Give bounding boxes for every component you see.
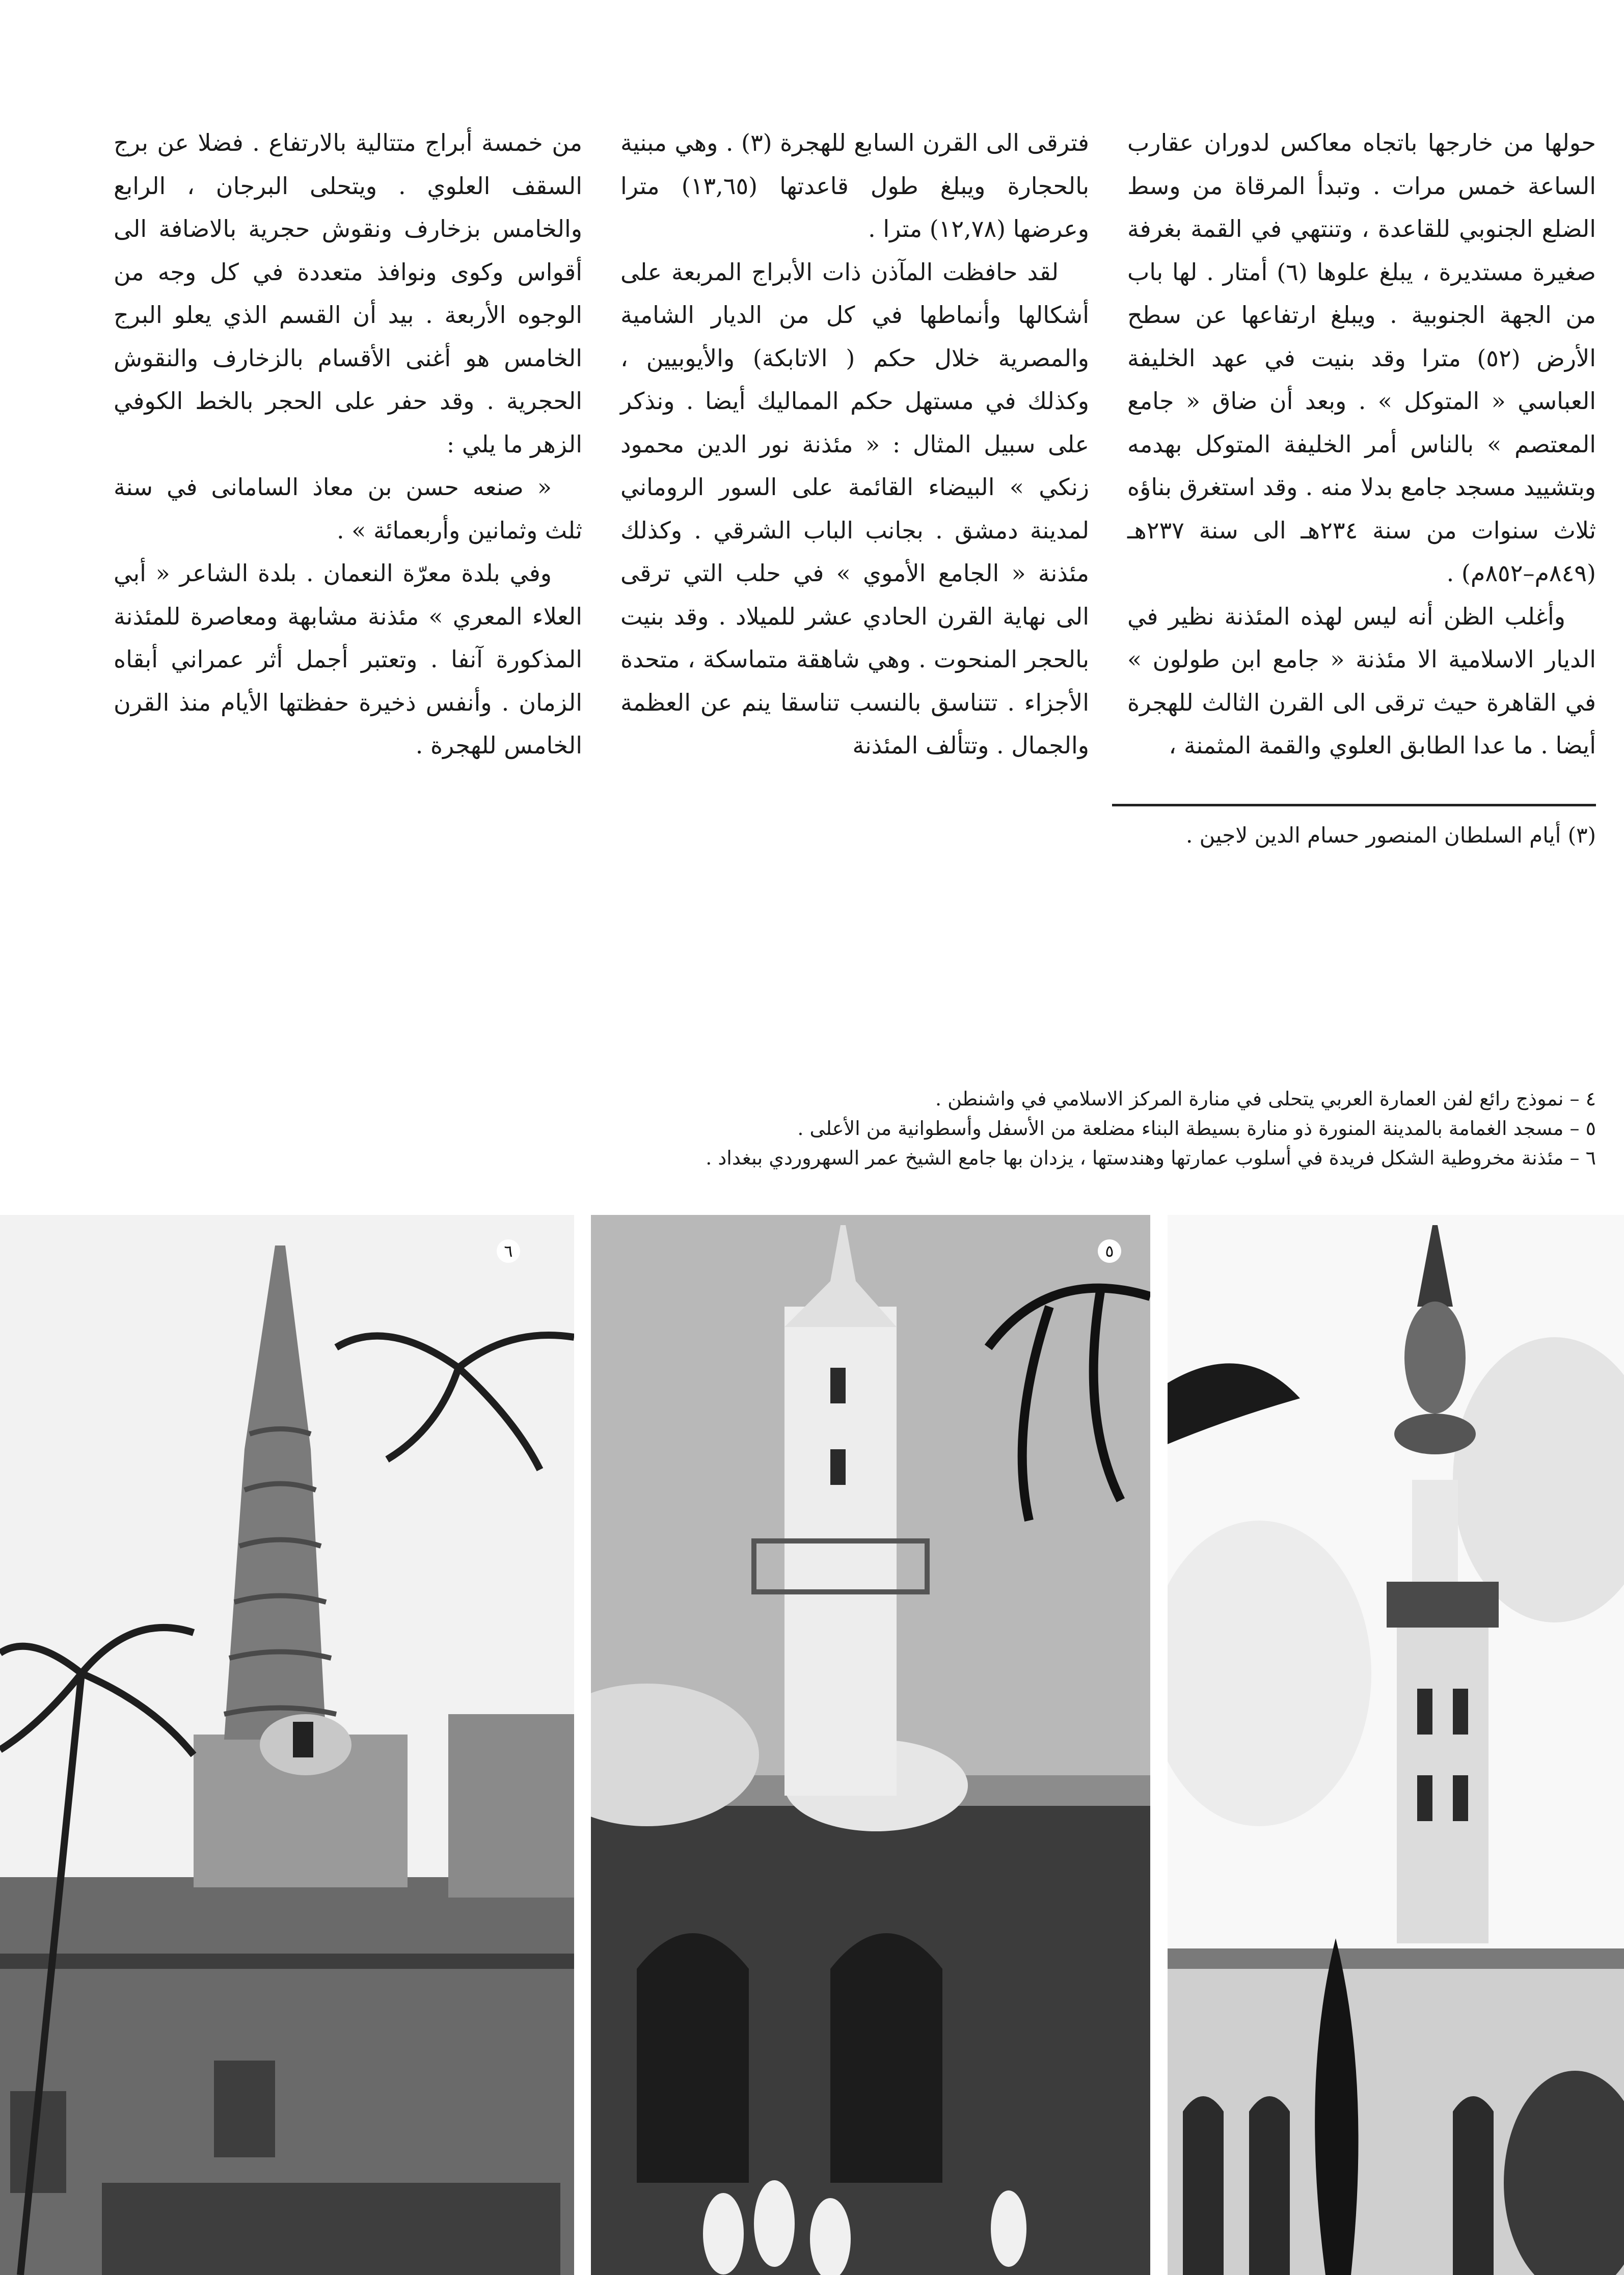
text-column-right (1127, 121, 1596, 767)
caption-5: ٥ – مسجد الغمامة بالمدينة المنورة ذو منارة بسيطة البناء مضلعة من الأسفل وأسطوانية من الأعلى . (797, 1117, 1596, 1140)
ghamama-mosque-illustration (591, 1215, 1150, 2275)
photo-number-6: ٦ (497, 1239, 520, 1263)
paragraph: لقد حافظت المآذن ذات الأبراج المربعة على أشكالها وأنماطها في كل من الديار الشامية والمصرية خلال حكم ( الاتابكة) والأيوبيين ، وكذلك في مستهل حكم المماليك أيضا . ونذكر على سبيل المثال : « مئذنة نور الدين محمود زنكي » البيضاء القائمة على السور الروماني لمدينة دمشق . بجانب الباب الشرقي . وكذلك مئذنة « الجامع الأموي » في حلب التي ترقى الى نهاية القرن الحادي عشر للميلاد . وقد بنيت بالحجر المنحوت . وهي شاهقة متماسكة ، متحدة الأجزاء . تتناسق بالنسب تناسقا ينم عن العظمة والجمال . وتتألف المئذنة (620, 258, 1089, 759)
text-column-left (114, 121, 582, 767)
figure-captions (475, 1084, 1596, 1173)
paragraph: وفي بلدة معرّة النعمان . بلدة الشاعر « أبي العلاء المعري » مئذنة مشابهة ومعاصرة للمئذنة المذكورة آنفا . وتعتبر أجمل أثر عمراني أبقاه الزمان . وأنفس ذخيرة حفظتها الأيام منذ القرن الخامس للهجرة . (114, 559, 582, 759)
paragraph: من خمسة أبراج متتالية بالارتفاع . فضلا عن برج السقف العلوي . ويتحلى البرجان ، الرابع والخامس بزخارف ونقوش حجرية بالاضافة الى أقواس وكوى ونوافذ متعددة في كل وجه من الوجوه الأربعة . بيد أن القسم الذي يعلو البرج الخامس هو أغنى الأقسام بالزخارف والنقوش الحجرية . وقد حفر على الحجر بالخط الكوفي الزهر ما يلي : (114, 129, 582, 458)
photo-spiral-minaret (0, 1215, 574, 2275)
spiral-minaret-illustration (0, 1215, 574, 2275)
paragraph: حولها من خارجها باتجاه معاكس لدوران عقارب الساعة خمس مرات . وتبدأ المرقاة من وسط الضلع الجنوبي للقاعدة ، وتنتهي في القمة بغرفة صغيرة مستديرة ، يبلغ علوها (٦) أمتار . لها باب من الجهة الجنوبية . ويبلغ ارتفاعها عن سطح الأرض (٥٢) مترا وقد بنيت في عهد الخليفة العباسي « المتوكل » . وبعد أن ضاق « جامع المعتصم » بالناس أمر الخليفة المتوكل بهدمه وبتشييد مسجد جامع بدلا منه . وقد استغرق بناؤه ثلاث سنوات من سنة ٢٣٤هـ الى سنة ٢٣٧هـ (٨٤٩م–٨٥٢م) . (1127, 129, 1596, 587)
photo-washington-minaret (1168, 1215, 1624, 2275)
inscription-quote: « صنعه حسن بن معاذ السامانى في سنة ثلث وثمانين وأربعمائة » . (114, 473, 582, 544)
photo-ghamama-mosque (591, 1215, 1150, 2275)
paragraph: فترقى الى القرن السابع للهجرة (٣) . وهي مبنية بالحجارة ويبلغ طول قاعدتها (١٣,٦٥) مترا وعرضها (١٢,٧٨) مترا . (620, 129, 1090, 242)
footnote: (٣) أيام السلطان المنصور حسام الدين لاجين . (1185, 823, 1596, 848)
photo-number-5: ٥ (1098, 1239, 1121, 1263)
paragraph: وأغلب الظن أنه ليس لهذه المئذنة نظير في الديار الاسلامية الا مئذنة « جامع ابن طولون » في القاهرة حيث ترقى الى القرن الثالث للهجرة أيضا . ما عدا الطابق العلوي والقمة المثمنة ، (1127, 602, 1596, 759)
text-column-middle (620, 121, 1089, 767)
washington-minaret-illustration (1168, 1215, 1624, 2275)
footnote-divider (1112, 804, 1596, 806)
caption-6: ٦ – مئذنة مخروطية الشكل فريدة في أسلوب عمارتها وهندستها ، يزدان بها جامع الشيخ عمر السهروردي ببغداد . (706, 1147, 1596, 1169)
caption-4: ٤ – نموذج رائع لفن العمارة العربي يتحلى في منارة المركز الاسلامي في واشنطن . (935, 1088, 1596, 1110)
